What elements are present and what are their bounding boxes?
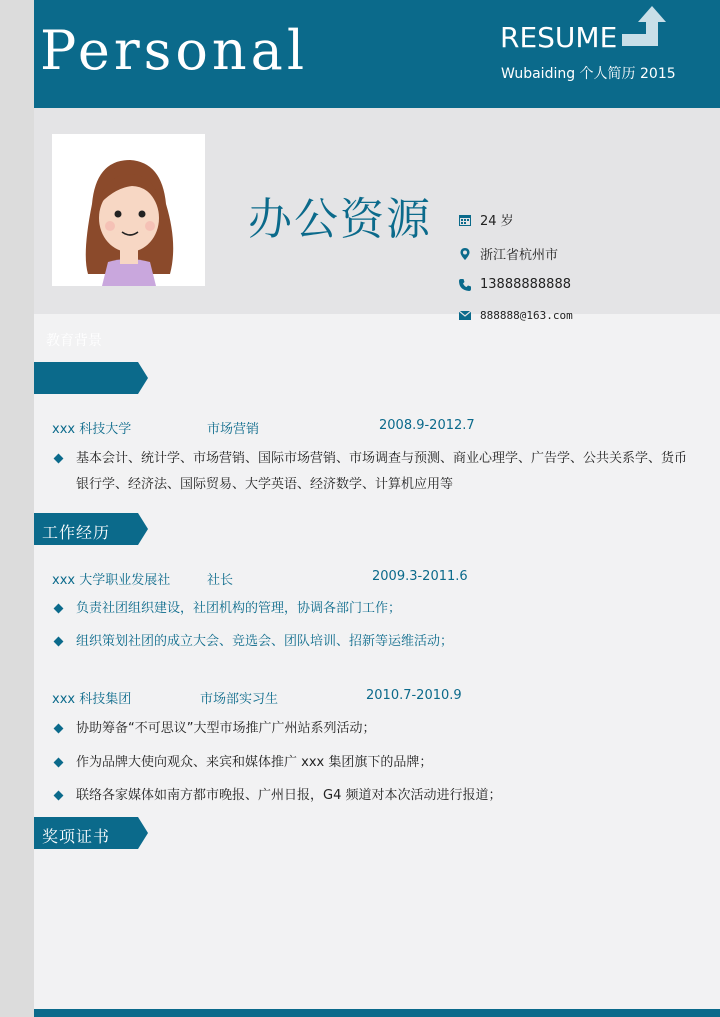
resume-title: RESUME xyxy=(500,21,618,54)
ghost-section-label: 教育背景 xyxy=(46,333,102,349)
phone-row xyxy=(458,277,571,292)
phone-icon xyxy=(458,278,472,292)
arrow-up-right-icon xyxy=(622,4,668,52)
work-1-org: xxx 科技集团 xyxy=(52,692,132,707)
personal-title: Personal xyxy=(40,19,309,82)
age-text: 24 岁 xyxy=(480,214,514,229)
resume-header xyxy=(34,0,720,108)
location-pin-icon xyxy=(458,247,472,261)
avatar xyxy=(52,134,205,286)
location-text: 浙江省杭州市 xyxy=(480,248,559,263)
work-0-role: 社长 xyxy=(207,573,234,588)
location-row xyxy=(458,244,558,263)
section-tab-work xyxy=(34,513,156,549)
section-title-awards: 奖项证书 xyxy=(42,827,111,846)
work-1-item-1: 作为品牌大使向观众、来宾和媒体推广 xxx 集团旗下的品牌； xyxy=(52,750,692,776)
resume-subtitle: Wubaiding 个人简历 2015 xyxy=(501,66,676,82)
email-text: 888888@163.com xyxy=(480,308,573,322)
education-major: 市场营销 xyxy=(207,422,260,437)
section-tab-education xyxy=(34,362,156,398)
section-tab-awards xyxy=(34,817,156,853)
section-title-work: 工作经历 xyxy=(42,523,111,542)
footer-bar xyxy=(34,1009,720,1017)
age-row xyxy=(458,210,514,229)
person-name: 办公资源 xyxy=(248,194,432,245)
calendar-icon xyxy=(458,213,472,227)
work-1-period: 2010.7-2010.9 xyxy=(366,688,462,703)
education-courses: 基本会计、统计学、市场营销、国际市场营销、市场调查与预测、商业心理学、广告学、公共关系学、货币银行学、经济法、国际贸易、大学英语、经济数学、计算机应用等 xyxy=(52,446,692,498)
education-school: xxx 科技大学 xyxy=(52,422,132,437)
work-0-item-1: 组织策划社团的成立大会、竞选会、团队培训、招新等运维活动； xyxy=(52,629,692,655)
resume-page xyxy=(34,0,720,1017)
envelope-icon xyxy=(458,308,472,322)
avatar-illustration xyxy=(52,134,205,286)
tab-shape xyxy=(34,362,156,398)
profile-panel xyxy=(34,108,720,322)
work-1-item-2: 联络各家媒体如南方都市晚报、广州日报，G4 频道对本次活动进行报道； xyxy=(52,783,692,809)
phone-text: 13888888888 xyxy=(480,277,571,292)
work-0-org: xxx 大学职业发展社 xyxy=(52,573,171,588)
work-0-period: 2009.3-2011.6 xyxy=(372,569,468,584)
work-1-role: 市场部实习生 xyxy=(200,692,279,707)
education-period: 2008.9-2012.7 xyxy=(379,418,475,433)
work-0-item-0: 负责社团组织建设，社团机构的管理，协调各部门工作； xyxy=(52,596,692,622)
email-row xyxy=(458,308,573,322)
work-1-item-0: 协助筹备“不可思议”大型市场推广广州站系列活动； xyxy=(52,716,692,742)
